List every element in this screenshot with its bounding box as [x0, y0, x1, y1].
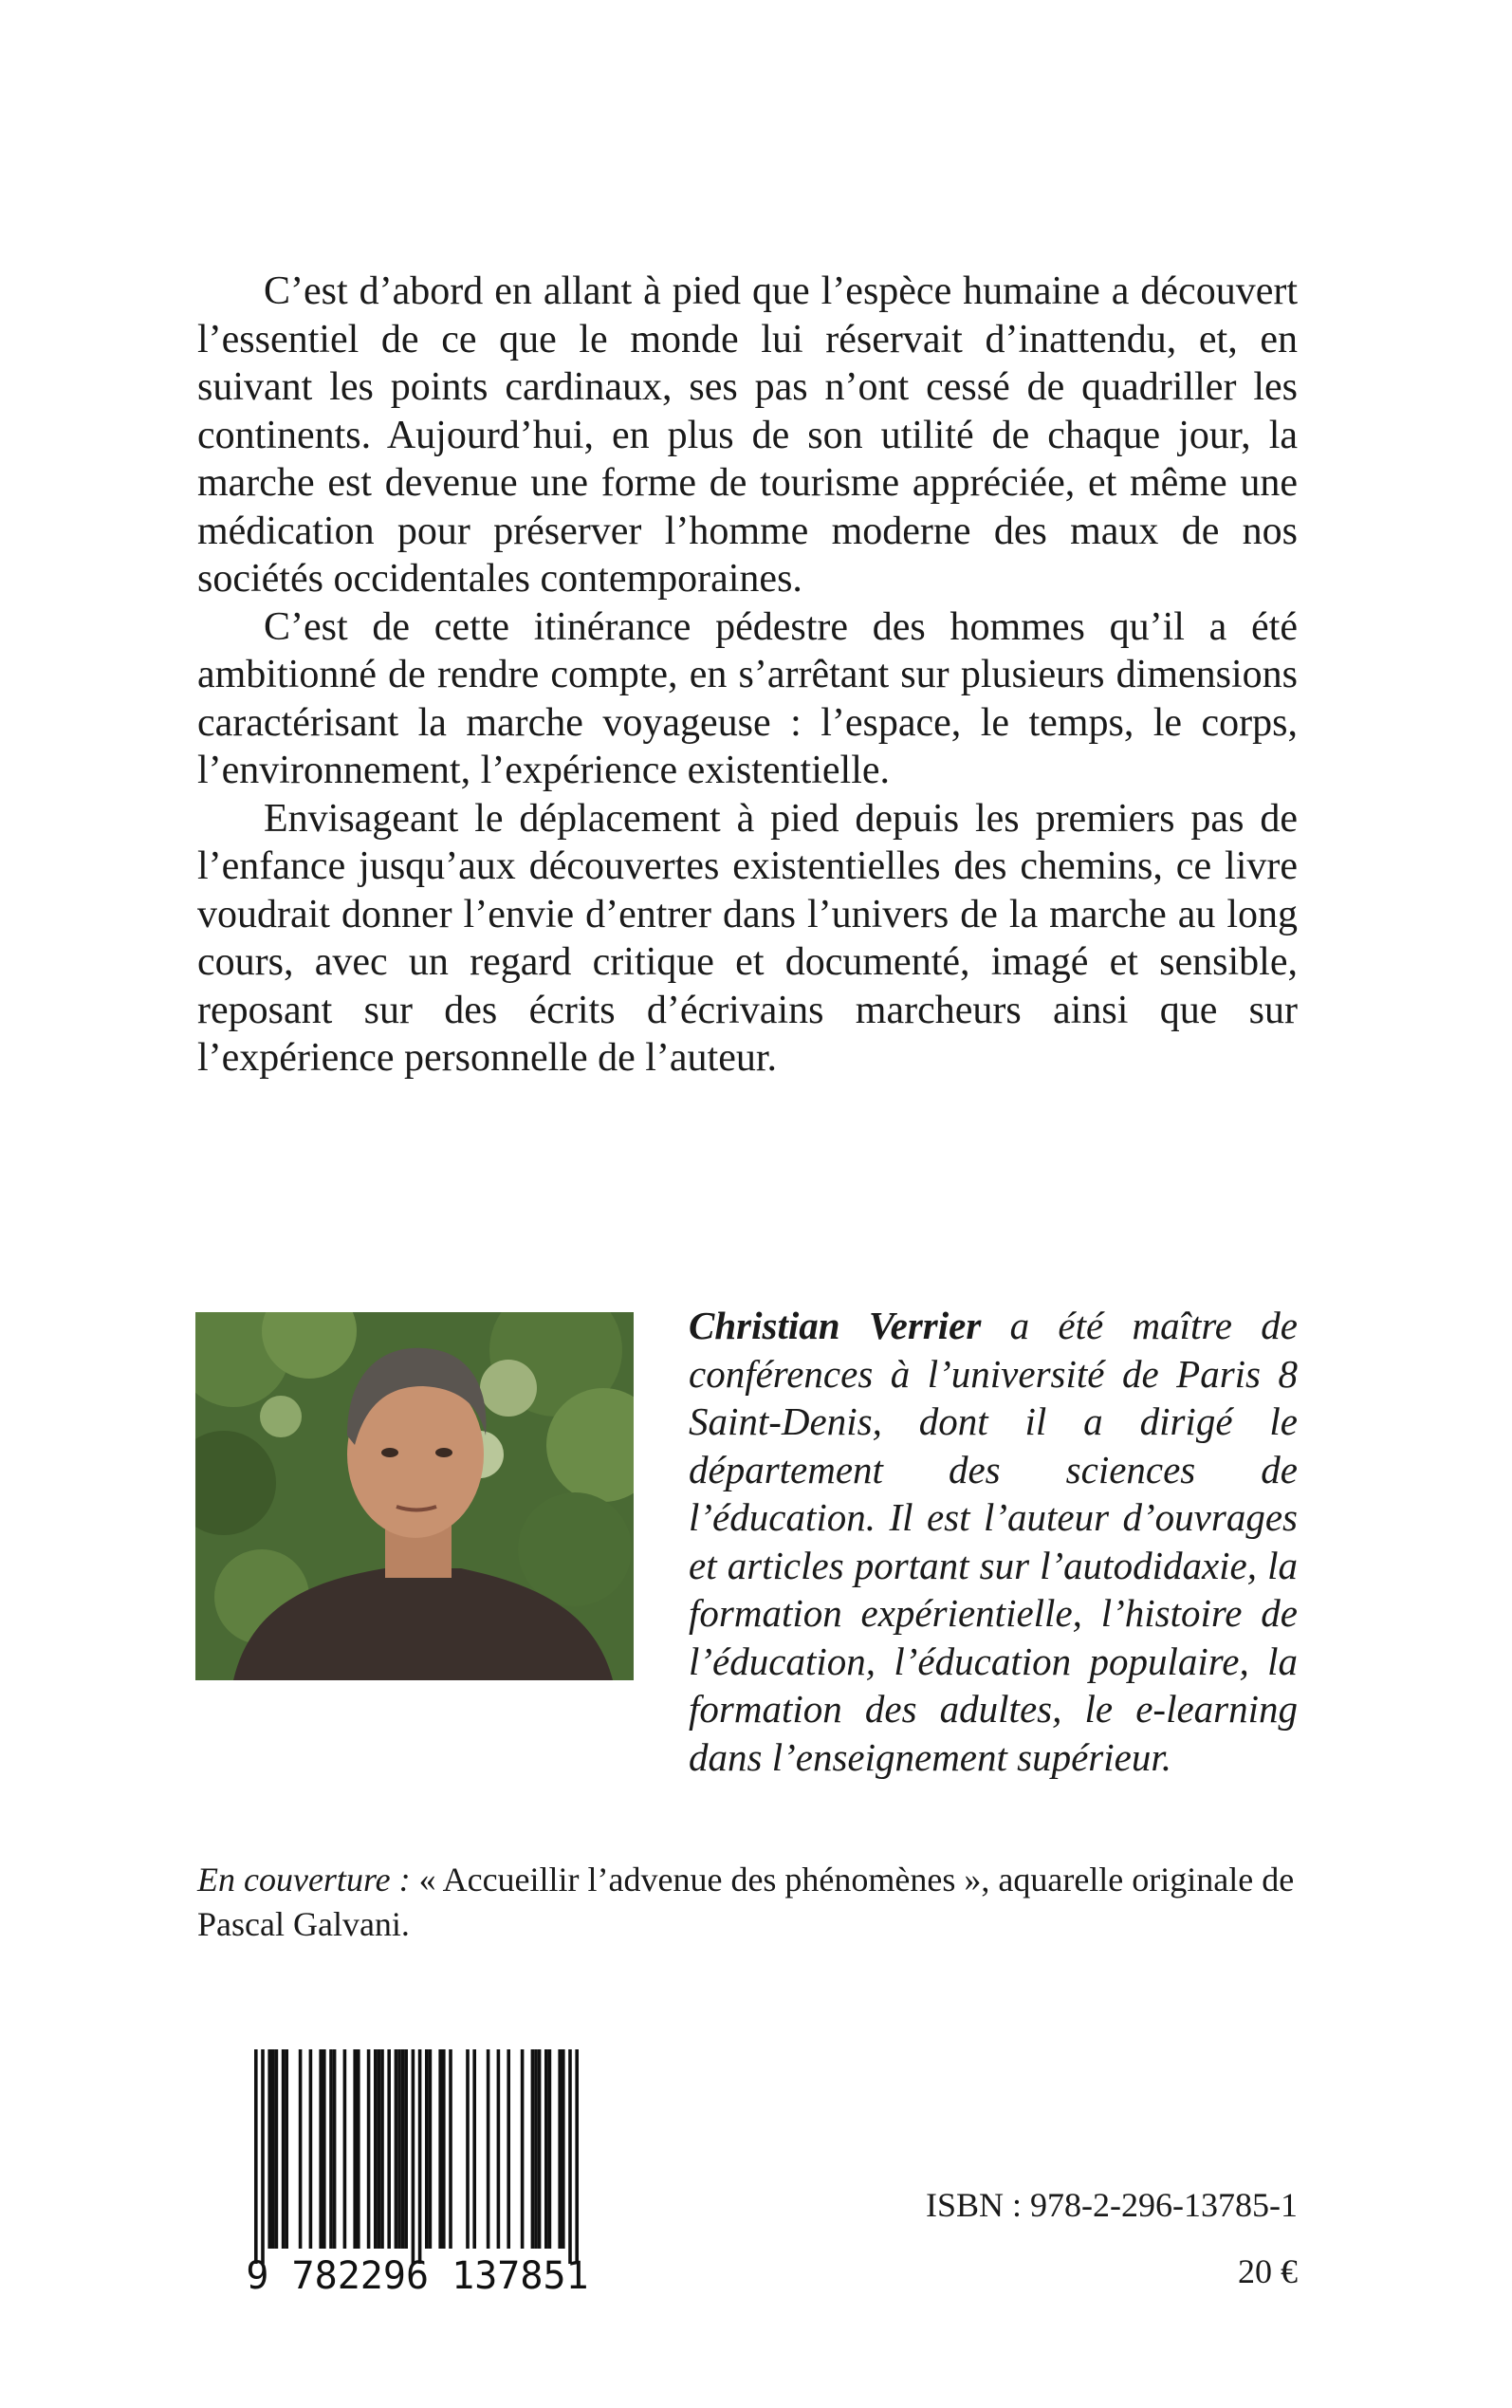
barcode-bar — [299, 2049, 303, 2249]
barcode-bar — [395, 2049, 398, 2249]
barcode-bar — [367, 2049, 371, 2249]
barcode-bar — [442, 2049, 446, 2249]
barcode-bar — [558, 2049, 562, 2249]
barcode-bar — [429, 2049, 433, 2249]
barcode-bar — [449, 2049, 452, 2249]
barcode-bar — [319, 2049, 323, 2249]
barcode-bar — [507, 2049, 510, 2249]
barcode-bar — [357, 2049, 360, 2249]
barcode-bar — [575, 2049, 579, 2264]
barcode-bar — [261, 2049, 265, 2264]
barcode-bar — [531, 2049, 535, 2249]
barcode-bar — [397, 2049, 401, 2249]
barcode-bar — [387, 2049, 391, 2249]
cover-credit — [197, 1858, 1298, 1947]
barcode-bar — [282, 2049, 286, 2249]
blurb-paragraph-2: C’est de cette itinérance pédestre des hommes qu’il a été ambitionné de rendre compte, en s’arrêtant sur plusieurs dimensions caractérisant la marche voyageuse : l’espace, le temps, le corps, l’environnement, l’expérience existentielle. — [197, 604, 1298, 792]
barcode-bar — [333, 2049, 337, 2249]
barcode-bar — [412, 2049, 415, 2264]
barcode-bar — [568, 2049, 572, 2264]
barcode-bar — [538, 2049, 542, 2249]
barcode-digits: 9 782296 137851 — [246, 2254, 589, 2296]
barcode-bar — [438, 2049, 442, 2249]
author-photo — [195, 1312, 634, 1680]
barcode-bar — [329, 2049, 333, 2249]
barcode-bar — [497, 2049, 501, 2249]
barcode-bar — [254, 2049, 258, 2264]
barcode-bar — [380, 2049, 384, 2249]
barcode-bar — [353, 2049, 357, 2249]
barcode-bar — [275, 2049, 279, 2249]
price: 20 € — [1238, 2252, 1298, 2290]
barcode-bar — [544, 2049, 548, 2249]
barcode-bar — [562, 2049, 565, 2249]
barcode-bar — [472, 2049, 476, 2249]
barcode — [231, 2049, 603, 2296]
isbn: ISBN : 978-2-296-13785-1 — [926, 2186, 1298, 2224]
barcode-bar — [374, 2049, 378, 2249]
barcode-bar — [548, 2049, 552, 2249]
blurb-paragraph-3: Envisageant le déplacement à pied depuis les premiers pas de l’enfance jusqu’aux découvertes existentielles des chemins, ce livre voudrait donner l’envie d’entrer dans l’univers de la marche au long cours, avec un regard critique et documenté, imagé et sensible, reposant sur des écrits d’écrivains marcheurs ainsi que sur l’expérience personnelle de l’auteur. — [197, 796, 1298, 1080]
barcode-bar — [271, 2049, 275, 2249]
barcode-bar — [343, 2049, 347, 2249]
barcode-bar — [487, 2049, 490, 2249]
cover-credit-text: « Accueillir l’advenue des phénomènes », aquarelle originale de Pascal Galvani. — [197, 1861, 1295, 1943]
barcode-bar — [401, 2049, 405, 2249]
barcode-bar — [285, 2049, 288, 2249]
barcode-bar — [521, 2049, 525, 2249]
barcode-bar — [378, 2049, 381, 2249]
blurb — [197, 268, 1298, 1083]
barcode-bar — [404, 2049, 408, 2249]
barcode-bar — [466, 2049, 470, 2249]
blurb-paragraph-1: C’est d’abord en allant à pied que l’espèce humaine a découvert l’essentiel de ce que le monde lui réservait d’inattendu, et, en suivant les points cardinaux, ses pas n’ont cessé de quadriller les continents. Aujourd’hui, en plus de son utilité de chaque jour, la marche est devenue une forme de tourisme appréciée, et même une médication pour préserver l’homme moderne des maux de nos sociétés occidentales contemporaines. — [197, 269, 1298, 601]
barcode-bar — [425, 2049, 429, 2249]
barcode-bar — [323, 2049, 326, 2249]
author-bio — [689, 1302, 1298, 1781]
barcode-bar — [418, 2049, 422, 2264]
barcode-bar — [534, 2049, 538, 2249]
barcode-bar — [267, 2049, 271, 2249]
author-bio-text: a été maître de conférences à l’université de Paris 8 Saint-Denis, dont il a dirigé le département des sciences de l’éducation. Il est l’auteur d’ouvrages et articles portant sur l’autodidaxie, la formation expérientielle, l’histoire de l’éducation, l’éducation populaire, la formation des adultes, le e-learning dans l’enseignement supérieur. — [689, 1304, 1298, 1779]
author-name: Christian Verrier — [689, 1304, 982, 1347]
barcode-bar — [309, 2049, 313, 2249]
cover-credit-lead: En couverture : — [197, 1861, 411, 1899]
